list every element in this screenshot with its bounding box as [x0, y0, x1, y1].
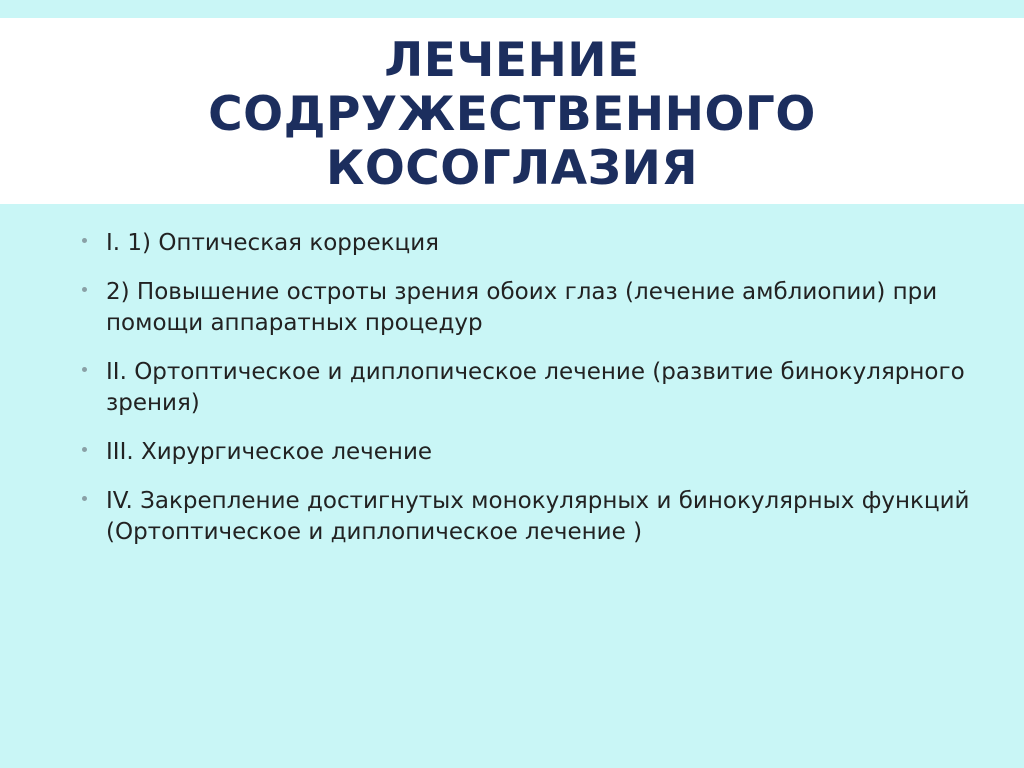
bullet-item-2 — [82, 277, 982, 339]
bullet-dot-icon — [82, 496, 87, 501]
top-strip — [0, 0, 1024, 18]
bullet-list — [82, 228, 982, 548]
bullet-item-5 — [82, 486, 982, 548]
bullet-dot-icon — [82, 238, 87, 243]
bullet-dot-icon — [82, 287, 87, 292]
title-line-3: КОСОГЛАЗИЯ — [325, 141, 699, 196]
slide-title — [0, 34, 1024, 196]
bullet-dot-icon — [82, 367, 87, 372]
bullet-item-3 — [82, 357, 982, 419]
title-line-1: ЛЕЧЕНИЕ — [384, 33, 640, 88]
bullet-dot-icon — [82, 447, 87, 452]
bullet-text-4: III. Хирургическое лечение — [106, 439, 433, 465]
bullet-text-3: II. Ортоптическое и диплопическое лечение (развитие бинокулярного зрения) — [106, 359, 965, 416]
bullet-item-4 — [82, 437, 982, 468]
title-line-2: СОДРУЖЕСТВЕННОГО — [208, 87, 816, 142]
bullet-text-2: 2) Повышение остроты зрения обоих глаз (лечение амблиопии) при помощи аппаратных процедур — [106, 279, 938, 336]
bullet-item-1 — [82, 228, 982, 259]
bullet-text-5: IV. Закрепление достигнутых монокулярных и бинокулярных функций (Ортоптическое и диплопическое лечение ) — [106, 488, 970, 545]
slide-content — [82, 228, 982, 566]
bullet-text-1: I. 1) Оптическая коррекция — [106, 230, 439, 256]
